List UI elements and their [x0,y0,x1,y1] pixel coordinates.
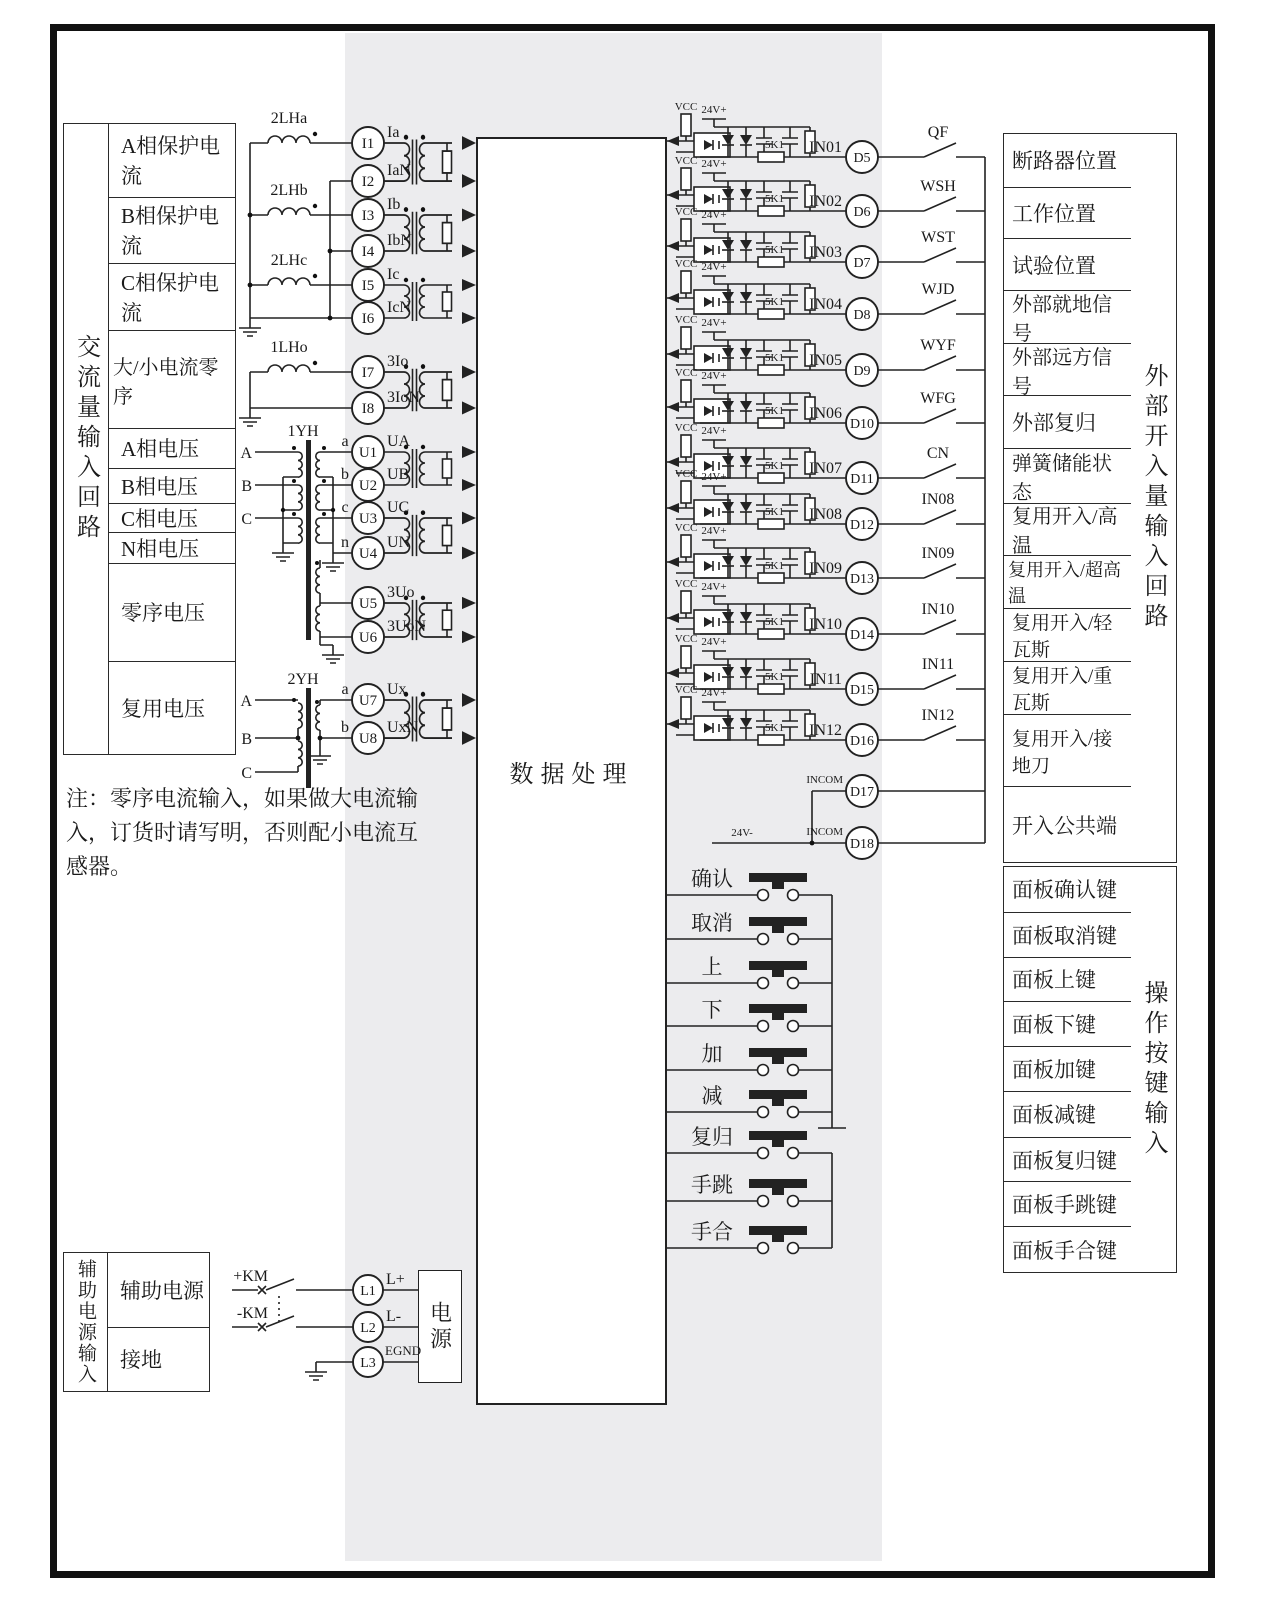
input-label: IN09 [809,560,842,577]
terminal-label: D12 [849,518,875,533]
table-row: C相电压 [109,503,235,532]
vcc-label: VCC [674,258,698,270]
table-row: 复用开入/重瓦斯 [1004,661,1131,714]
note-text: 注：零序电流输入，如果做大电流输入，订货时请写明，否则配小电流互感器。 [66,786,419,879]
signal-un: UN [387,534,411,551]
ac-input-table [63,123,236,755]
ext-table-vertical-label: 外部开入量输入回路 [1140,363,1166,633]
terminal-i2: I2 [361,174,375,190]
signal-ic: Ic [387,266,400,283]
rail-label: 24V+ [701,425,727,437]
pt-2yh-label: 2YH [287,671,319,688]
common-terminal-group [712,774,985,859]
signal-lminus: L- [386,1308,402,1325]
signal-uc: UC [387,499,410,516]
vcc-label: VCC [674,206,698,218]
zero-seq-voltage-group [315,560,476,663]
input-label: IN02 [809,193,842,210]
signal-label: IN08 [921,491,955,508]
signal-label: WJD [921,281,955,298]
rail-label: 24V+ [701,104,727,116]
resistor-label: 5K1 [765,722,784,734]
input-label: IN01 [809,139,842,156]
terminal-i1: I1 [361,136,375,152]
vcc-label: VCC [674,314,698,326]
table-row: 外部就地信号 [1004,290,1131,343]
terminal-i5: I5 [361,278,375,294]
terminal-l3: L3 [360,1356,376,1371]
panel-table-rows [1003,866,1131,1273]
signal-3uon: 3UoN [387,618,427,635]
button-label: 手合 [691,1220,733,1244]
vcc-label: VCC [674,522,698,534]
data-processing-label: 数据处理 [509,761,634,788]
sec-c-label: c [341,499,349,516]
signal-label: WYF [920,337,956,354]
terminal-label: D13 [849,572,875,587]
resistor-label: 5K1 [765,139,784,151]
terminal-i6: I6 [361,311,375,327]
terminal-u3: U3 [358,511,378,527]
terminal-label: D15 [849,683,875,698]
input-label: IN05 [809,352,842,369]
incom-label: INCOM [806,774,843,786]
ct-coil-label: 1LHo [270,339,308,356]
button-label: 取消 [691,911,733,935]
terminal-i8: I8 [361,401,375,417]
24v-minus-label: 24V- [731,827,753,839]
panel-table-vertical-label: 操作按键输入 [1140,979,1166,1160]
vcc-label: VCC [674,367,698,379]
input-label: IN08 [809,506,842,523]
terminal-label: D7 [853,256,871,271]
terminal-label: D5 [853,151,871,166]
table-row: 复用开入/高温 [1004,503,1131,555]
signal-uxn: UxN [387,719,419,736]
table-row: 大/小电流零序 [109,330,235,428]
signal-ib: Ib [387,196,401,213]
terminal-u2: U2 [358,478,378,494]
table-row: 面板复归键 [1004,1137,1131,1182]
terminal-u4: U4 [358,546,378,562]
table-row: 辅助电源 [120,1278,204,1303]
button-label: 下 [701,998,723,1022]
ct-coil-label: 2LHb [270,182,308,199]
phase-c-label: C [241,511,252,528]
vcc-label: VCC [674,422,698,434]
aux-power-group [232,1268,421,1380]
resistor-label: 5K1 [765,244,784,256]
resistor-label: 5K1 [765,460,784,472]
signal-label: WSH [920,178,956,195]
signal-ux: Ux [387,681,407,698]
terminal-u6: U6 [358,630,378,646]
resistor-label: 5K1 [765,616,784,628]
resistor-label: 5K1 [765,352,784,364]
ac-table-vertical-label: 交流量输入回路 [72,334,99,544]
terminal-i4: I4 [361,244,375,260]
table-row: 外部复归 [1004,395,1131,448]
terminal-i3: I3 [361,208,375,224]
phase-c-label: C [241,765,252,782]
resistor-label: 5K1 [765,506,784,518]
input-label: IN06 [809,405,842,422]
resistor-label: 5K1 [765,405,784,417]
terminal-l2: L2 [360,1321,376,1336]
ac-table-vertical-label-cell [63,123,109,755]
ct-coil-label: 2LHc [270,252,308,269]
opto-row-7 [667,422,985,494]
button-label: 上 [701,955,723,979]
signal-label: IN11 [921,656,955,673]
ac-table-rows [109,123,236,755]
button-label: 减 [701,1084,723,1108]
table-row: 复用电压 [109,661,235,754]
resistor-label: 5K1 [765,296,784,308]
terminal-label: D6 [853,205,871,220]
sec-n-label: n [341,534,349,551]
rail-label: 24V+ [701,261,727,273]
phase-a-label: A [240,445,252,462]
button-label: 加 [701,1042,723,1066]
table-row: 面板加键 [1004,1046,1131,1091]
rail-label: 24V+ [701,209,727,221]
signal-label: WST [921,229,955,246]
table-row: C相保护电流 [109,263,235,331]
sec-a-label: a [341,433,349,450]
signal-3io: 3Io [387,353,409,370]
terminal-label: D9 [853,364,871,379]
ext-table-rows [1003,133,1131,863]
table-row: 面板上键 [1004,957,1131,1002]
table-row: 接地 [108,1327,209,1391]
input-label: IN04 [809,296,842,313]
input-label: IN03 [809,244,842,261]
signal-ua: UA [387,433,411,450]
signal-3ion: 3IoN [387,389,420,406]
power-supply-label: 电源 [427,1300,453,1353]
table-row: 断路器位置 [1012,149,1117,174]
sec-b-label: b [341,466,349,483]
table-row: 开入公共端 [1004,786,1131,862]
table-row: 面板取消键 [1004,912,1131,957]
table-row: 面板减键 [1004,1091,1131,1137]
table-row: 零序电压 [109,563,235,662]
vcc-label: VCC [674,101,698,113]
rail-label: 24V+ [701,471,727,483]
current-channel-group-zero [239,339,476,426]
rail-label: 24V+ [701,581,727,593]
terminal-u5: U5 [358,596,378,612]
ext-input-table [1003,133,1177,863]
input-label: IN10 [809,616,842,633]
terminal-u7: U7 [358,693,378,709]
table-row: 面板确认键 [1012,878,1117,903]
button-label: 复归 [691,1125,733,1149]
terminal-i7: I7 [361,365,375,381]
terminal-u1: U1 [358,445,378,461]
signal-label: QF [927,124,949,141]
table-row: 面板手合键 [1004,1226,1131,1272]
button-label: 手跳 [691,1173,733,1197]
table-row: 面板下键 [1004,1001,1131,1046]
phase-b-label: B [241,731,252,748]
panel-table-vertical-label-cell [1131,866,1177,1273]
aux-table-rows [108,1252,210,1392]
signal-ian: IaN [387,162,411,179]
km-minus-label: -KM [236,1305,268,1322]
table-row: 复用开入/超高温 [1004,555,1131,608]
rail-label: 24V+ [701,687,727,699]
input-label: IN12 [809,722,842,739]
terminal-label: D11 [850,472,874,487]
signal-label: WFG [920,390,956,407]
voltage-transformer-2yh [240,671,476,788]
table-row: B相电压 [109,468,235,503]
phase-a-label: A [240,693,252,710]
terminal-label: D10 [849,417,875,432]
phase-b-label: B [241,478,252,495]
table-row: 工作位置 [1004,187,1131,239]
rail-label: 24V+ [701,636,727,648]
signal-lplus: L+ [386,1271,405,1288]
aux-power-table [63,1252,210,1392]
rail-label: 24V+ [701,317,727,329]
resistor-label: 5K1 [765,193,784,205]
table-row: N相电压 [109,532,235,563]
resistor-label: 5K1 [765,560,784,572]
table-row: A相电压 [109,428,235,468]
opto-row-12 [667,684,985,756]
vcc-label: VCC [674,578,698,590]
signal-ub: UB [387,466,410,483]
terminal-label: D14 [849,628,875,643]
aux-table-vertical-label: 辅助电源输入 [75,1259,96,1385]
vcc-label: VCC [674,633,698,645]
incom-label: INCOM [806,826,843,838]
signal-label: IN12 [921,707,955,724]
table-row: 复用开入/轻瓦斯 [1004,608,1131,661]
signal-icn: IcN [387,299,411,316]
resistor-label: 5K1 [765,671,784,683]
sec-a-label: a [341,681,349,698]
rail-label: 24V+ [701,158,727,170]
vcc-label: VCC [674,468,698,480]
aux-table-vertical-label-cell [63,1252,108,1392]
rail-label: 24V+ [701,525,727,537]
vcc-label: VCC [674,684,698,696]
signal-ia: Ia [387,124,400,141]
table-row: B相保护电流 [109,197,235,263]
signal-ibn: IbN [387,232,412,249]
signal-label: IN10 [921,601,955,618]
signal-label: IN09 [921,545,955,562]
panel-key-table [1003,866,1177,1273]
km-plus-label: +KM [233,1268,268,1285]
button-label: 确认 [691,867,733,891]
panel-buttons-group [667,867,846,1254]
terminal-u8: U8 [358,731,378,747]
terminal-label: D8 [853,308,871,323]
table-row: 面板手跳键 [1004,1181,1131,1226]
terminal-d18: D18 [849,837,875,852]
terminal-label: D16 [849,734,875,749]
pt-1yh-label: 1YH [287,423,319,440]
ext-table-vertical-label-cell [1131,133,1177,863]
table-row: 复用开入/接地刀 [1004,714,1131,787]
terminal-d17: D17 [849,785,875,800]
input-label: IN07 [809,460,842,477]
signal-label: CN [926,445,950,462]
table-row: 试验位置 [1004,238,1131,290]
table-row: 弹簧储能状态 [1004,448,1131,503]
table-row: 外部远方信号 [1004,343,1131,395]
signal-3uo: 3Uo [387,584,415,601]
table-row: A相保护电流 [121,134,221,189]
ct-coil-label: 2LHa [270,110,308,127]
vcc-label: VCC [674,155,698,167]
terminal-l1: L1 [360,1284,376,1299]
input-label: IN11 [809,671,842,688]
sec-b-label: b [341,719,349,736]
signal-egnd: EGND [385,1343,422,1358]
rail-label: 24V+ [701,370,727,382]
